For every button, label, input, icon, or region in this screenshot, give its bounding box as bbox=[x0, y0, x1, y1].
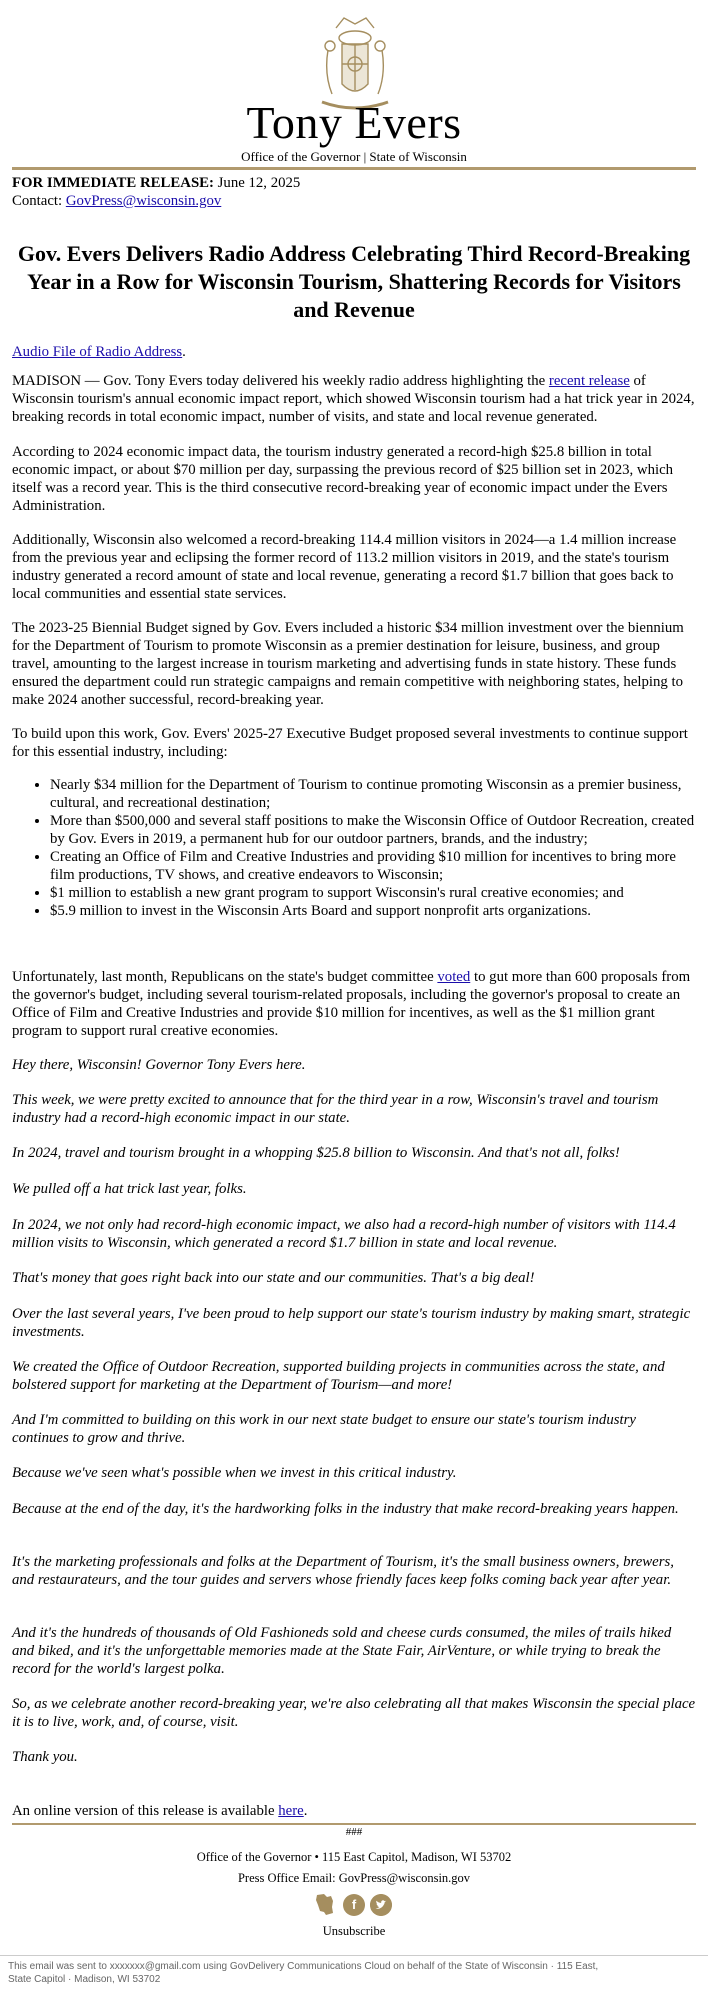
list-item: • Creating an Office of Film and Creative Industries and providing $10 million for incentives to bring more film productions, TV shows, and creative endeavors to Wisconsin; bbox=[50, 848, 696, 884]
twitter-icon[interactable] bbox=[370, 1894, 392, 1916]
release-date: June 12, 2025 bbox=[217, 175, 301, 191]
release-info bbox=[12, 174, 696, 210]
contact-label: Contact: bbox=[12, 193, 63, 209]
address-paragraph: Hey there, Wisconsin! Governor Tony Evers here. bbox=[12, 1057, 306, 1073]
office-line: Office of the Governor | State of Wisconsin bbox=[241, 149, 467, 164]
address-paragraph: Because at the end of the day, it's the hardworking folks in the industry that make record-breaking years happen. bbox=[12, 1501, 679, 1517]
paragraph-intro: MADISON — Gov. Tony Evers today delivered his weekly radio address highlighting the recent release of Wisconsin tourism's annual economic impact report, which showed Wisconsin tourism had a hat trick year in 2024, breaking records in total economic impact, number of visits, and state and local revenue generated. bbox=[12, 373, 695, 425]
paragraph-visitors: Additionally, Wisconsin also welcomed a record-breaking 114.4 million visitors in 2024—a 1.4 million increase from the previous year and eclipsing the former record of 113.2 million visitors in 2019, and the state's tourism industry generated a record amount of state and local revenue, generating a record $1.7 billion that goes back to local communities and essential state services. bbox=[12, 532, 677, 602]
press-release-title: Gov. Evers Delivers Radio Address Celebrating Third Record-Breaking Year in a Row for Wisconsin Tourism, Shattering Records for Visitors and Revenue bbox=[17, 241, 691, 322]
list-item: • More than $500,000 and several staff positions to make the Wisconsin Office of Outdoor Recreation, created by Gov. Evers in 2019, a permanent hub for our outdoor partners, brands, and the industry; bbox=[50, 812, 696, 848]
release-label: FOR IMMEDIATE RELEASE: bbox=[12, 175, 214, 191]
list-item: • Nearly $34 million for the Department of Tourism to continue promoting Wisconsin as a premier business, cultural, and recreational destination; bbox=[50, 776, 696, 812]
address-paragraph: We created the Office of Outdoor Recreation, supported building projects in communities across the state, and bolstered support for marketing at the Department of Tourism—and more! bbox=[12, 1359, 665, 1393]
online-version-link[interactable]: here bbox=[278, 1803, 304, 1819]
address-paragraph: Thank you. bbox=[12, 1749, 78, 1765]
audio-file-link[interactable]: Audio File of Radio Address bbox=[12, 344, 183, 360]
list-item: • $5.9 million to invest in the Wisconsin Arts Board and support nonprofit arts organizations. bbox=[50, 902, 696, 920]
wisconsin-map-icon[interactable] bbox=[314, 1893, 336, 1917]
disclaimer-divider bbox=[0, 1955, 708, 1956]
address-paragraph: So, as we celebrate another record-breaking year, we're also celebrating all that makes Wisconsin the special place it is to live, work, and, of course, visit. bbox=[12, 1696, 696, 1730]
address-paragraph: And I'm committed to building on this work in our next state budget to ensure our state's tourism industry continues to grow and thrive. bbox=[12, 1412, 636, 1446]
address-paragraph: This week, we were pretty excited to announce that for the third year in a row, Wisconsin's travel and tourism industry had a record-high economic impact in our state. bbox=[12, 1092, 659, 1126]
paragraph-executive-budget: To build upon this work, Gov. Evers' 2025-27 Executive Budget proposed several investments to continue support for this essential industry, including: bbox=[12, 726, 688, 760]
address-paragraph: Because we've seen what's possible when we invest in this critical industry. bbox=[12, 1465, 457, 1481]
end-marker: ### bbox=[345, 1826, 363, 1838]
header-divider bbox=[12, 167, 696, 170]
investment-list bbox=[12, 776, 696, 920]
paragraph-economic-impact: According to 2024 economic impact data, the tourism industry generated a record-high $25.8 billion in total economic impact, or about $70 million per day, surpassing the previous record of $25 billion set in 2023, which itself was a record year. This is the third consecutive record-breaking year of economic impact under the Evers Administration. bbox=[12, 444, 674, 514]
recent-release-link[interactable]: recent release bbox=[548, 373, 630, 389]
address-paragraph: In 2024, we not only had record-high economic impact, we also had a record-high number of visitors with 114.4 million visits to Wisconsin, which generated a record $1.7 billion in state and local revenue. bbox=[12, 1217, 676, 1251]
unsubscribe-link[interactable]: Unsubscribe bbox=[322, 1924, 386, 1938]
footer-address: Office of the Governor • 115 East Capitol, Madison, WI 53702 bbox=[196, 1850, 512, 1864]
paragraph-biennial-budget: The 2023-25 Biennial Budget signed by Gov. Evers included a historic $34 million investment over the biennium for the Department of Tourism to promote Wisconsin as a premier destination for leisure, business, and group travel, amounting to the largest increase in tourism marketing and advertising funds in state history. These funds ensured the department could run strategic campaigns and remain competitive with neighboring states, helping to make 2024 another successful, record-breaking year. bbox=[12, 620, 684, 708]
online-version-text: An online version of this release is available here. bbox=[12, 1803, 308, 1819]
list-item: • $1 million to establish a new grant program to support Wisconsin's rural creative economies; and bbox=[50, 884, 696, 902]
facebook-icon[interactable]: f bbox=[343, 1894, 365, 1916]
voted-link[interactable]: voted bbox=[437, 969, 471, 985]
contact-email-link[interactable]: GovPress@wisconsin.gov bbox=[65, 193, 222, 209]
footer-divider bbox=[12, 1823, 696, 1825]
governor-name: Tony Evers bbox=[246, 97, 462, 148]
address-paragraph: In 2024, travel and tourism brought in a whopping $25.8 billion to Wisconsin. And that's not all, folks! bbox=[12, 1145, 620, 1161]
address-paragraph: Over the last several years, I've been proud to help support our state's tourism industry by making smart, strategic investments. bbox=[12, 1306, 691, 1340]
address-paragraph: That's money that goes right back into our state and our communities. That's a big deal! bbox=[12, 1270, 535, 1286]
address-paragraph: And it's the hundreds of thousands of Old Fashioneds sold and cheese curds consumed, the miles of trails hiked and biked, and it's the unforgettable memories made at the State Fair, AirVenture, or while trying to break the record for the world's largest polka. bbox=[12, 1625, 672, 1677]
paragraph-budget-committee: Unfortunately, last month, Republicans on the state's budget committee voted to gut more than 600 proposals from the governor's budget, including several tourism-related proposals, including the governor's proposal to create an Office of Film and Creative Industries and provide $10 million for incentives, as well as the $1 million grant program to support rural creative economies. bbox=[12, 969, 691, 1039]
email-disclaimer: This email was sent to xxxxxxx@gmail.com using GovDelivery Communications Cloud on behalf of the State of Wisconsin · 115 East, State Capitol · Madison, WI 53702 bbox=[8, 1961, 599, 1985]
footer-press-email: Press Office Email: GovPress@wisconsin.gov bbox=[237, 1871, 471, 1885]
address-paragraph: It's the marketing professionals and folks at the Department of Tourism, it's the small business owners, brewers, and restaurateurs, and the tour guides and servers whose friendly faces keep folks coming back year after year. bbox=[12, 1554, 674, 1588]
address-paragraph: We pulled off a hat trick last year, folks. bbox=[12, 1181, 247, 1197]
